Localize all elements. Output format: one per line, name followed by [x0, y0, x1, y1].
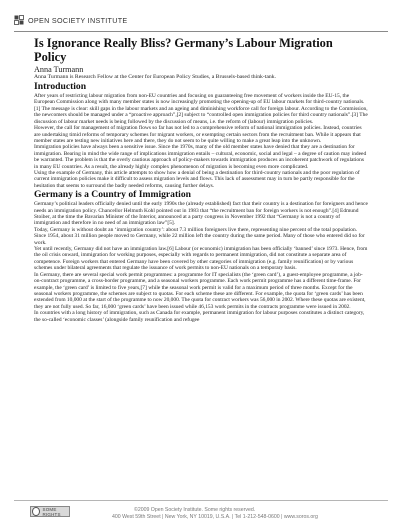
org-name: OPEN SOCIETY INSTITUTE	[28, 15, 128, 25]
creative-commons-license-badge[interactable]	[30, 506, 70, 517]
cc-icon	[32, 507, 40, 516]
copyright-notice: ©2009 Open Society Institute. Some rights reserved.	[134, 507, 256, 513]
header	[14, 12, 128, 28]
section-heading-immigration: Germany is a Country of Immigration	[34, 189, 191, 201]
article-author: Anna Turmann	[34, 65, 84, 75]
author-note: Anna Turmann is Research Fellow at the Center for European Policy Studies, a Brussels-based think-tank.	[34, 74, 276, 81]
paragraph: In Germany, there are several special work permit programmes: a programme for IT specialists (the ‘green card’), a guest-employee programme, a job-on-contract programme, a cross-border programme, and a seasonal workers programme. Each work permit programme has a different time-frame. For example, the ‘green card’ is limited to five years,[7] while the seasonal work permit is valid for a maximum period of three months. Except for the seasonal workers programme, the schemes are subject to quotas. For each scheme these are different. For example, the quota for ‘green cards’ has been extended from 10,000 at the start of the programme to now 20,000. The quota for contract workers was 56,000 in 2002. Where these quotas are existent, they are not fully used. So far, 16,000 ‘green cards’ have been issued while 46,153 work permits in the contracts programme were issued in 2002.	[34, 271, 366, 310]
header-divider	[14, 31, 388, 32]
paragraph: Immigration policies have always been a sensitive issue. Since the 1970s, many of the old member states have denied that they are a destination for immigration. Bearing in mind the wide range of implications immigration entails – cultural, economic, social and legal – a degree of caution may indeed be warranted. The problem is that the overly cautious approach of policy-makers towards immigration produces an incoherent patchwork of regulations in many EU countries. As a result, the already highly complex phenomenon of migration is becoming even more complicated.	[34, 144, 367, 170]
paragraph: Today, Germany is without doubt an ‘immigration country’: about 7.3 million foreigners live there, representing nine percent of the total population. Since 1954, about 31 million people moved to Germany, while 22 million left the country during the same period. Many of those who entered did so for work.	[34, 226, 365, 246]
license-label: SOME RIGHTS	[42, 506, 61, 517]
paragraph: In countries with a long history of immigration, such as Canada for example, permanent immigration for labour purposes constitutes a distinct category, the so-called ‘economic classes’ (alongside family reunification and refugee	[34, 310, 365, 323]
section-heading-introduction: Introduction	[34, 81, 87, 93]
paragraph: Using the example of Germany, this article attempts to show how a denial of being a destination for third-country nationals and the poor regulation of current immigration policies make it difficult to assess migration levels and flows. This lack of assessment may in turn be partly responsible for the hesitation that seems to surround the badly needed reforms, causing further delays.	[34, 170, 360, 189]
paragraph: Yet until recently, Germany did not have an immigration law.[6] Labour (or economic) immigration has been officially ‘banned’ since 1973. Hence, from the oil crisis onward, immigration for working purposes, especially with regards to permanent immigration, did not constitute a separate area of competence. Foreign workers that entered Germany have been covered by other categories of immigration (e.g. family reunification) or by various schemes under bilateral agreements that regulate the issuance of work permits to non-EU nationals on a temporary basis.	[34, 246, 368, 272]
contact-address: 400 West 59th Street | New York, NY 10019, U.S.A. | Tel 1-212-548-0600 | www.soros.org	[112, 514, 318, 520]
article	[34, 37, 368, 323]
footer	[0, 502, 402, 520]
article-title: Is Ignorance Really Bliss? Germany’s Labour Migration Policy	[34, 36, 333, 64]
footer-divider	[14, 500, 388, 501]
paragraph: After years of restricting labour migration from non-EU countries and focusing on guaranteeing free movement of workers inside the EU-15, the European Commission along with many member states is now increasingly promoting the opening-up of EU labour markets for third-country nationals.[1] The message is clear: skill gaps in the labour markets and an ageing and diminishing workforce call for foreign labour. According to the Commission, the newcomers should be managed under a “proactive approach”,[2] subject to “controlled open immigration policies for third country nationals”.[3] The discussion of labour market needs is being followed by the discussion of means, i.e. the reform of (labour) immigration policies.	[34, 92, 368, 125]
osi-logo-icon	[14, 15, 24, 25]
paragraph: Germany’s political leaders officially denied until the early 1990s the (already established) fact that their country is a destination for foreigners and hence needs an immigration policy. Chancellor Helmuth Kohl pointed out in 1983 that “the recruitment ban for foreign workers is not enough”.[4] Edmund Stoiber, at the time the Bavarian Minister of the Interior, announced at a party congress in November 1992 that “Germany is not a country of immigration and therefore in no need of an immigration law”[5].	[34, 201, 368, 227]
paragraph: However, the call for management of migration flows so far has not led to a comprehensive reform of national immigration policies. Instead, countries are undertaking timid reforms of temporary schemes for migrant workers, or exempting certain sectors from the recruitment ban. While it appears that member states are testing new initiatives here and there, they do not seem to be quite willing to make a great leap into the unknown.	[34, 125, 362, 144]
